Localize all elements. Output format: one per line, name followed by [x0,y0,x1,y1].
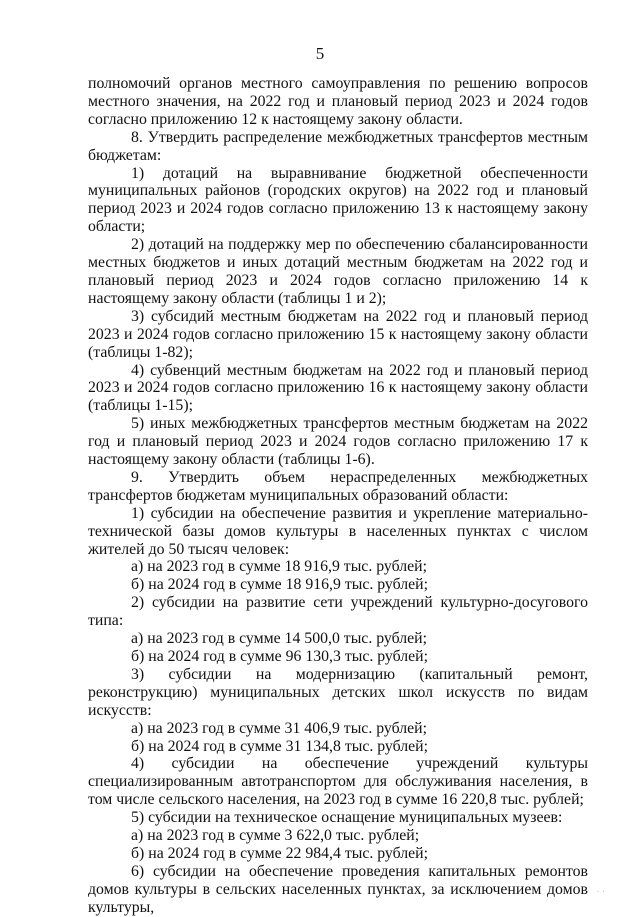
list-subitem-9-1-b: б) на 2024 год в сумме 18 916,9 тыс. рублей; [131,576,429,594]
list-item-8-5: 5) иных межбюджетных трансфертов местным бюджетам на 2022 год и плановый период 2023 и 2024 годов согласно приложению 17 к настоящему закону области (таблицы 1-6). [88,415,588,469]
list-item-9-3: 3) субсидии на модернизацию (капитальный ремонт, реконструкцию) муниципальных детских школ искусств по видам искусств: [88,665,588,719]
list-subitem-9-1-a: а) на 2023 год в сумме 18 916,9 тыс. рублей; [131,558,427,576]
list-subitem-9-3-a: а) на 2023 год в сумме 31 406,9 тыс. рублей; [131,719,427,737]
list-subitem-9-2-a: а) на 2023 год в сумме 14 500,0 тыс. рублей; [131,630,427,648]
page-number: 5 [315,44,325,63]
paragraph-continuation: полномочий органов местного самоуправления по решению вопросов местного значения, на 2022 год и плановый период 2023 и 2024 годов согласно приложению 12 к настоящему закону области. [88,75,588,128]
list-item-9-2: 2) субсидии на развитие сети учреждений культурно-досугового типа: [88,594,588,630]
paragraph-item-8: 8. Утвердить распределение межбюджетных трансфертов местным бюджетам: [88,128,588,164]
list-subitem-9-5-a: а) на 2023 год в сумме 3 622,0 тыс. рублей; [131,827,420,845]
paragraph-item-9: 9. Утвердить объем нераспределенных межбюджетных трансфертов бюджетам муниципальных образований области: [88,468,588,504]
list-item-8-4: 4) субвенций местным бюджетам на 2022 год и плановый период 2023 и 2024 годов согласно приложению 16 к настоящему закону области (таблицы 1-15); [88,361,588,415]
list-item-9-1: 1) субсидии на обеспечение развития и укрепление материально-технической базы домов культуры в населенных пунктах с числом жителей до 50 тысяч человек: [88,504,588,558]
list-item-9-5: 5) субсидии на техническое оснащение муниципальных музеев: [131,809,563,827]
list-item-9-6: 6) субсидии на обеспечение проведения капитальных ремонтов домов культуры в сельских населенных пунктах, за исключением домов культуры, [88,862,588,916]
list-subitem-9-3-b: б) на 2024 год в сумме 31 134,8 тыс. рублей; [131,737,429,755]
list-item-9-4: 4) субсидии на обеспечение учреждений культуры специализированным автотранспортом для обслуживания населения, в том числе сельского населения, на 2023 год в сумме 16 220,8 тыс. рублей; [88,755,588,809]
list-subitem-9-5-b: б) на 2024 год в сумме 22 984,4 тыс. рублей; [131,844,429,862]
document-body [88,75,588,917]
list-item-8-3: 3) субсидий местным бюджетам на 2022 год и плановый период 2023 и 2024 годов согласно приложению 15 к настоящему закону области (таблицы 1-82); [88,307,588,361]
scan-footer-mark: · · [597,889,606,895]
list-item-8-1: 1) дотаций на выравнивание бюджетной обеспеченности муниципальных районов (городских округов) на 2022 год и плановый период 2023 и 2024 годов согласно приложению 13 к настоящему закону области; [88,164,588,236]
list-item-8-2: 2) дотаций на поддержку мер по обеспечению сбалансированности местных бюджетов и иных дотаций местным бюджетам на 2022 год и плановый период 2023 и 2024 годов согласно приложению 14 к настоящему закону области (таблицы 1 и 2); [88,236,588,307]
list-subitem-9-2-b: б) на 2024 год в сумме 96 130,3 тыс. рублей; [131,648,429,665]
